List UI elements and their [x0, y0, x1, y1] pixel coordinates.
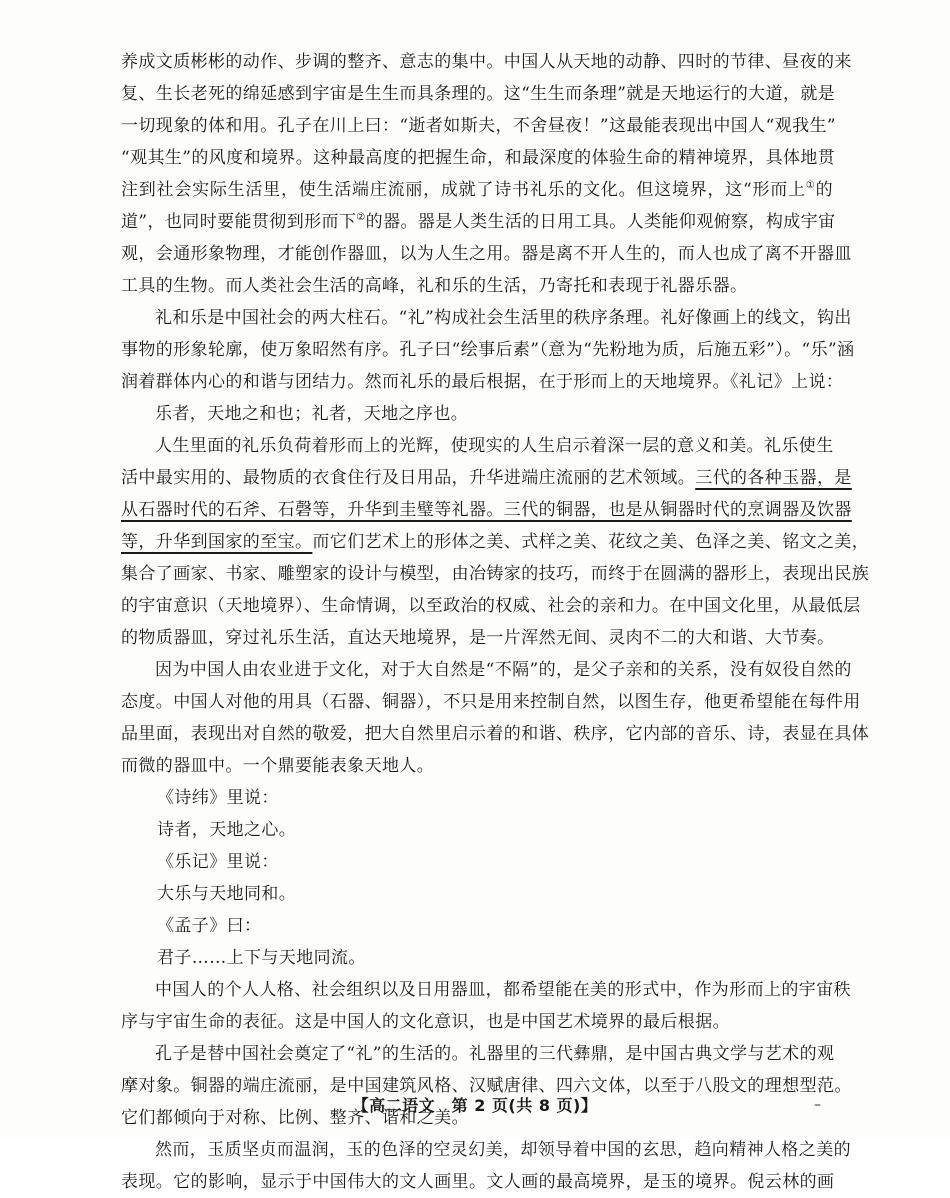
text-line: [121, 174, 833, 206]
text-line: 工具的生物。而人类社会生活的高峰，礼和乐的生活，乃寄托和表现于礼器乐器。: [121, 276, 748, 296]
text-line: 礼和乐是中国社会的两大柱石。“礼”构成社会生活里的秩序条理。礼好像画上的线文，钩出: [155, 308, 852, 328]
corner-mark: –: [814, 1097, 821, 1113]
text-line: 品里面，表现出对自然的敬爱，把大自然里启示着的和谐、秩序，它内部的音乐、诗，表显在具体: [121, 724, 870, 744]
text-line: 摩对象。铜器的端庄流丽，是中国建筑风格、汉赋唐律、四六文体，以至于八股文的理想型范。: [121, 1076, 852, 1096]
footnote-marker: ①: [805, 180, 816, 191]
text-line: [121, 526, 870, 558]
text-line: 然而，玉质坚贞而温润，玉的色泽的空灵幻美，却领导着中国的玄思，趋向精神人格之美的: [155, 1140, 851, 1160]
text-line: 养成文质彬彬的动作、步调的整齐、意志的集中。中国人从天地的动静、四时的节律、昼夜的来: [121, 52, 852, 72]
quote-line: 大乐与天地同和。: [157, 884, 297, 904]
citation-line: 《乐记》里说：: [157, 852, 279, 872]
quote-line: 诗者，天地之心。: [157, 820, 297, 840]
text-line: 事物的形象轮廓，使万象昭然有序。孔子曰“绘事后素”（意为“先粉地为质，后施五彩”）。“乐”涵: [121, 340, 855, 360]
text-line: 它们都倾向于对称、比例、整齐、谐和之美。: [121, 1108, 469, 1128]
text-line: 观，会通形象物理，才能创作器皿，以为人生之用。器是离不开人生的，而人也成了离不开器皿: [121, 244, 852, 264]
text-line: 人生里面的礼乐负荷着形而上的光辉，使现实的人生启示着深一层的意义和美。礼乐使生: [155, 436, 834, 456]
underlined-text: 三代的各种玉器，是: [695, 468, 852, 488]
text-line: 孔子是替中国社会奠定了“礼”的生活的。礼器里的三代彝鼎，是中国古典文学与艺术的观: [155, 1044, 835, 1064]
text-line: “观其生”的风度和境界。这种最高度的把握生命，和最深度的体验生命的精神境界，具体地贯: [121, 148, 836, 168]
text-line: [121, 206, 836, 238]
text-segment: 注到社会实际生活里，使生活端庄流丽，成就了诗书礼乐的文化。但这境界，这“形而上: [121, 180, 806, 200]
text-line: 而微的器皿中。一个鼎要能表象天地人。: [121, 756, 435, 776]
underlined-text: 等，升华到国家的至宝。: [121, 532, 313, 552]
page-footer: 【高二语文 第 2 页(共 8 页)】: [352, 1096, 598, 1115]
text-segment: 活中最实用的、最物质的衣食住行及日用品，升华进端庄流丽的艺术领域。: [121, 468, 696, 488]
text-line: 中国人的个人人格、社会组织以及日用器皿，都希望能在美的形式中，作为形而上的宇宙秩: [155, 980, 851, 1000]
text-line: 态度。中国人对他的用具（石器、铜器），不只是用来控制自然，以图生存，他更希望能在每件用: [121, 692, 861, 712]
text-line: 润着群体内心的和谐与团结力。然而礼乐的最后根据，在于形而上的天地境界。《礼记》上说：: [121, 372, 844, 392]
quote-line: 乐者，天地之和也；礼者，天地之序也。: [155, 404, 469, 424]
text-line: 一切现象的体和用。孔子在川上曰：“逝者如斯夫，不舍昼夜！”这最能表现出中国人“观我生”: [121, 116, 836, 136]
text-segment: 而它们艺术上的形体之美、式样之美、花纹之美、色泽之美、铭文之美，: [312, 532, 870, 552]
text-line: 序与宇宙生命的表征。这是中国人的文化意识，也是中国艺术境界的最后根据。: [121, 1012, 730, 1032]
text-line: [121, 494, 852, 526]
text-segment: 的: [815, 180, 833, 200]
footnote-marker: ②: [356, 212, 366, 223]
text-segment: 的器。器是人类生活的日用工具。人类能仰观俯察，构成宇宙: [365, 212, 836, 232]
underlined-text: 从石器时代的石斧、石磬等，升华到圭璧等礼器。三代的铜器，也是从铜器时代的烹调器及饮器: [121, 500, 852, 520]
text-line: 表现。它的影响，显示于中国伟大的文人画里。文人画的最高境界，是玉的境界。倪云林的画: [121, 1172, 835, 1192]
body-text: [121, 46, 870, 1198]
citation-line: 《孟子》曰：: [157, 916, 262, 936]
quote-line: 君子……上下与天地同流。: [157, 948, 366, 968]
text-line: 因为中国人由农业进于文化，对于大自然是“不隔”的，是父子亲和的关系，没有奴役自然的: [155, 660, 852, 680]
text-segment: 道”，也同时要能贯彻到形而下: [121, 212, 357, 232]
text-line: [121, 462, 852, 494]
text-line: 的宇宙意识（天地境界）、生命情调，以至政治的权威、社会的亲和力。在中国文化里，从最低层: [121, 596, 861, 616]
text-line: 的物质器皿，穿过礼乐生活，直达天地境界，是一片浑然无间、灵肉不二的大和谐、大节奏。: [121, 628, 835, 648]
text-line: 集合了画家、书家、雕塑家的设计与模型，由冶铸家的技巧，而终于在圆满的器形上，表现出民族: [121, 564, 870, 584]
text-line: 复、生长老死的绵延感到宇宙是生生而具条理的。这“生生而条理”就是天地运行的大道，就是: [121, 84, 836, 104]
citation-line: 《诗纬》里说：: [157, 788, 279, 808]
